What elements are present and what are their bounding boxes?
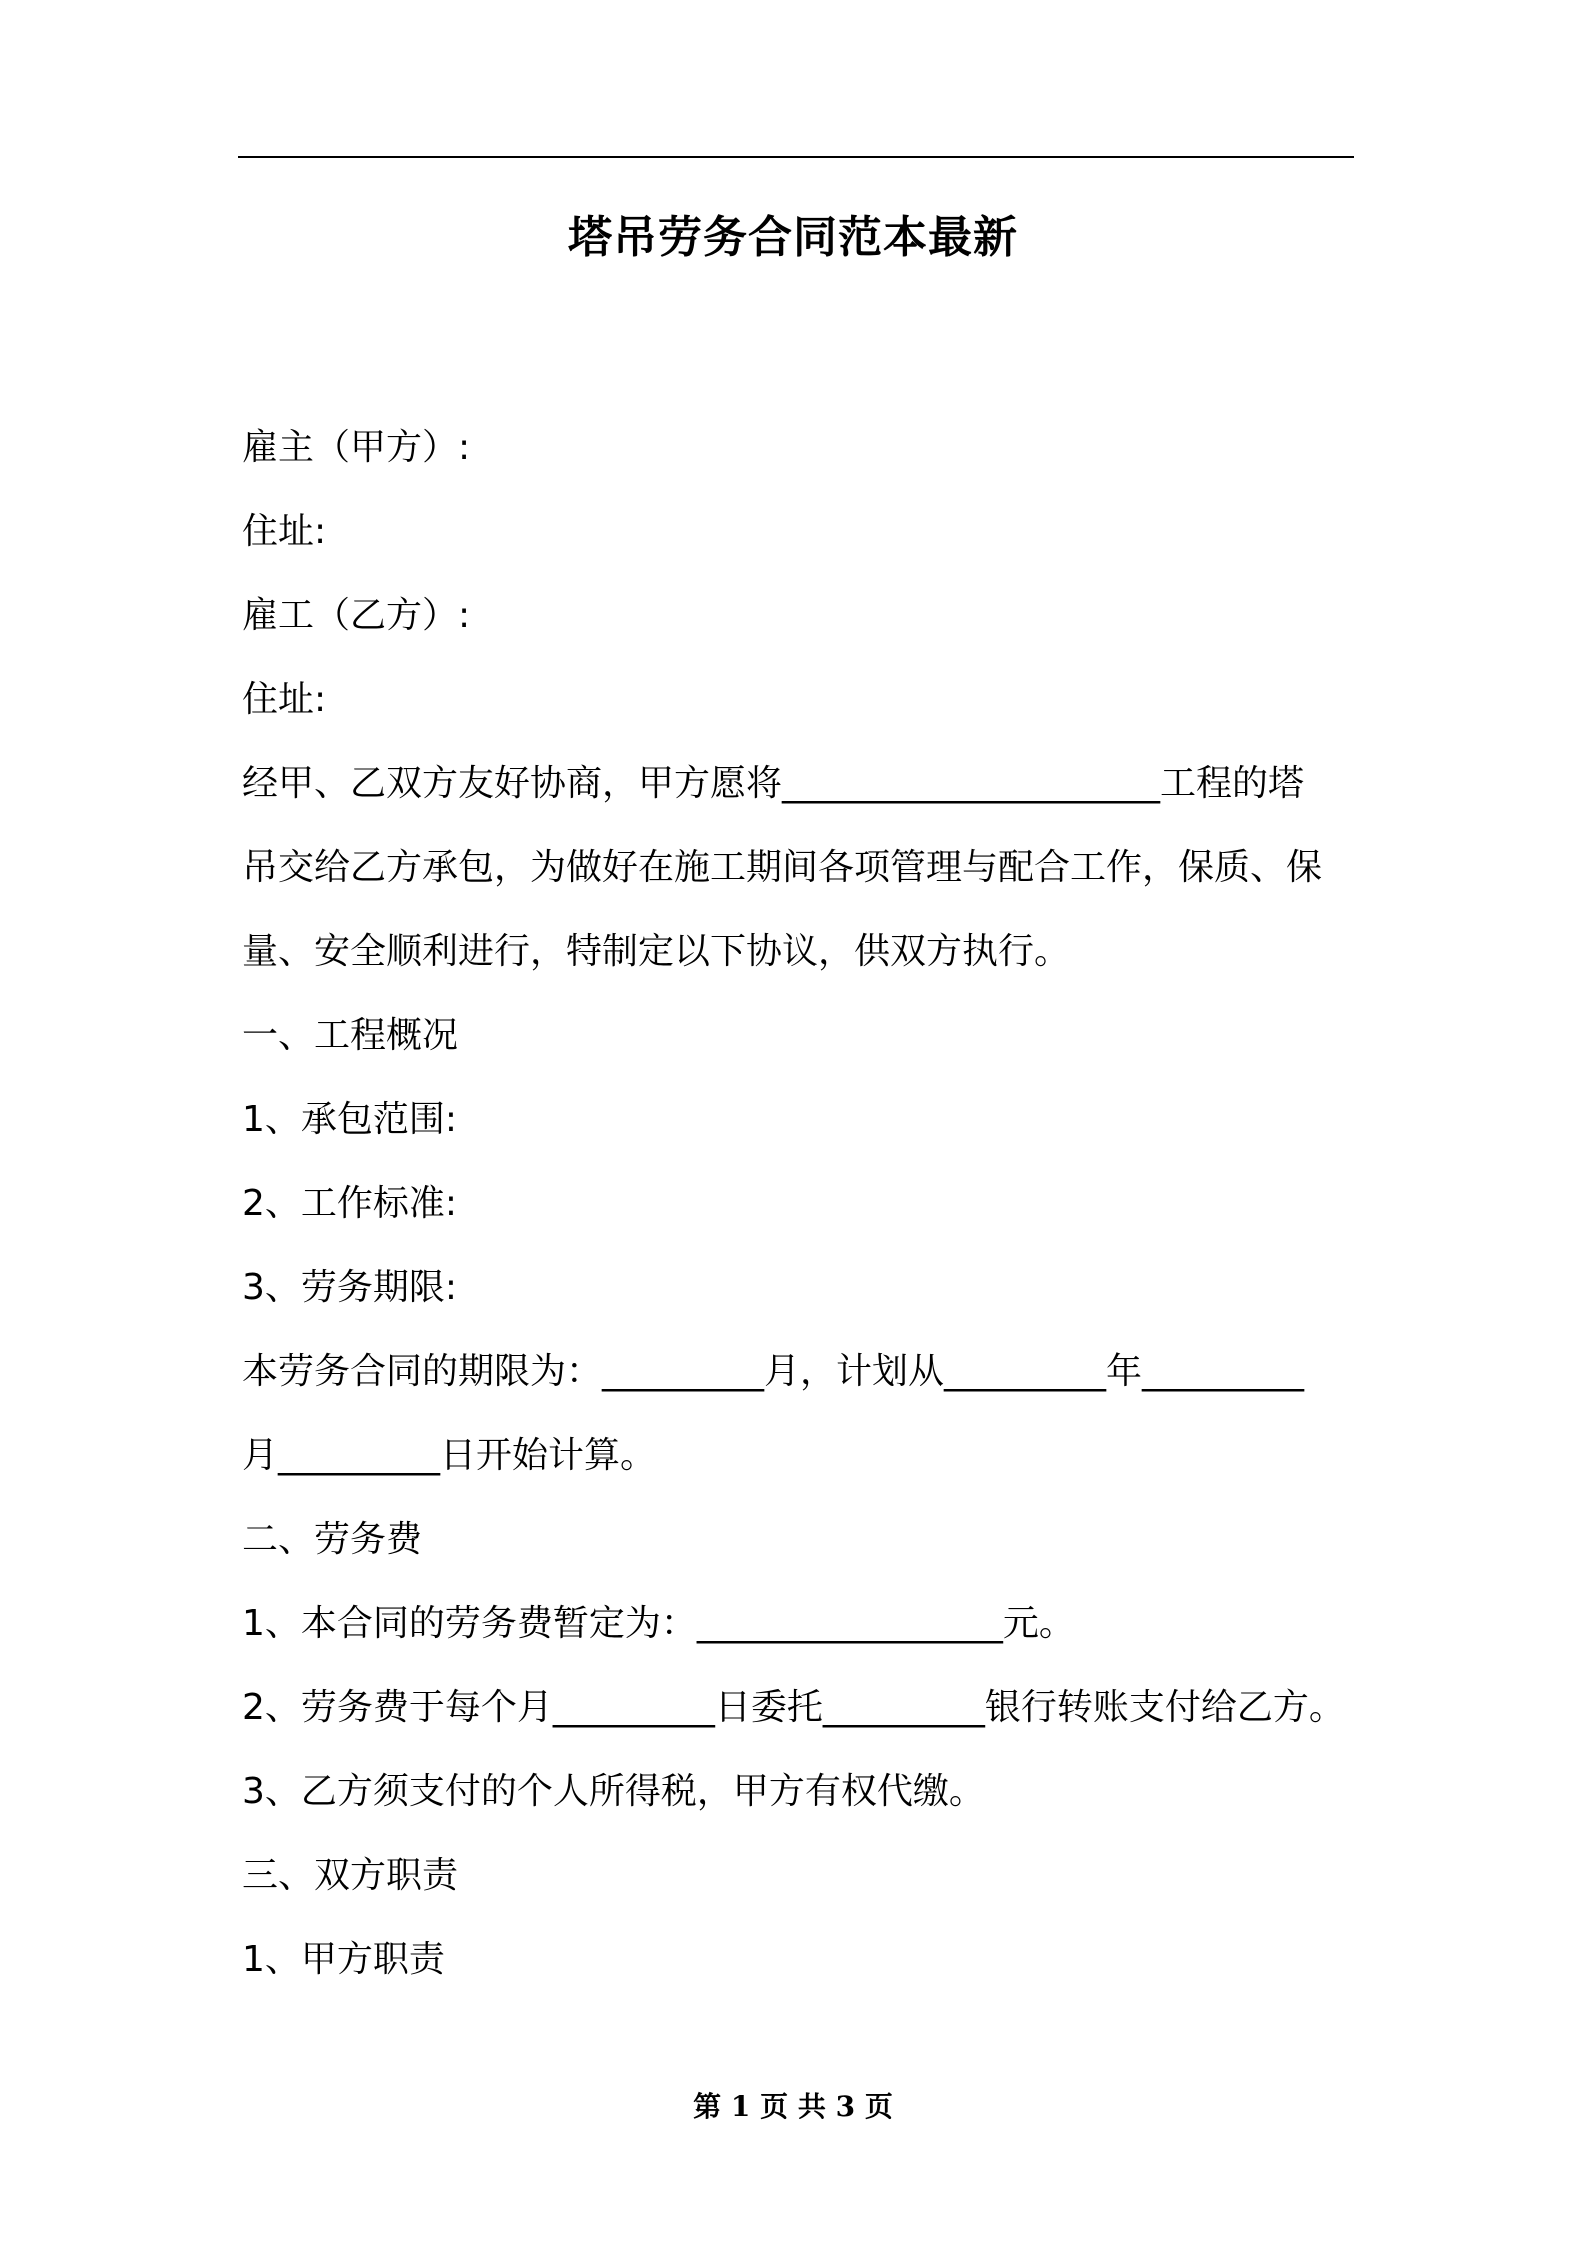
employer-label: 雇主（甲方）:	[242, 427, 471, 468]
preamble-line-3: 量、安全顺利进行，特制定以下协议，供双方执行。	[242, 931, 1071, 972]
clause-2-2: 2、劳务费于每个月_________日委托_________银行转账支付给乙方。	[242, 1687, 1345, 1728]
preamble-line-2: 吊交给乙方承包，为做好在施工期间各项管理与配合工作，保质、保	[242, 847, 1323, 888]
term-line-2: 月_________日开始计算。	[242, 1435, 657, 1476]
term-line-1: 本劳务合同的期限为：_________月，计划从_________年_________	[242, 1351, 1305, 1392]
page-number-footer: 第 1 页 共 3 页	[693, 2090, 893, 2123]
clause-2-1: 1、本合同的劳务费暂定为：_________________元。	[242, 1603, 1075, 1644]
employee-address-label: 住址:	[242, 679, 327, 720]
clause-1-3: 3、劳务期限:	[242, 1267, 458, 1308]
section-2-heading: 二、劳务费	[242, 1519, 423, 1560]
section-3-heading: 三、双方职责	[242, 1855, 459, 1896]
document-body	[242, 406, 1358, 2002]
clause-1-2: 2、工作标准:	[242, 1183, 458, 1224]
section-1-heading: 一、工程概况	[242, 1015, 459, 1056]
clause-2-3: 3、乙方须支付的个人所得税，甲方有权代缴。	[242, 1771, 985, 1812]
preamble-line-1: 经甲、乙双方友好协商，甲方愿将_____________________工程的塔	[242, 763, 1305, 804]
employer-address-label: 住址:	[242, 511, 327, 552]
header-rule	[238, 156, 1354, 158]
clause-3-1: 1、甲方职责	[242, 1939, 445, 1980]
clause-1-1: 1、承包范围:	[242, 1099, 458, 1140]
employee-label: 雇工（乙方）:	[242, 595, 471, 636]
document-title: 塔吊劳务合同范本最新	[568, 212, 1018, 263]
